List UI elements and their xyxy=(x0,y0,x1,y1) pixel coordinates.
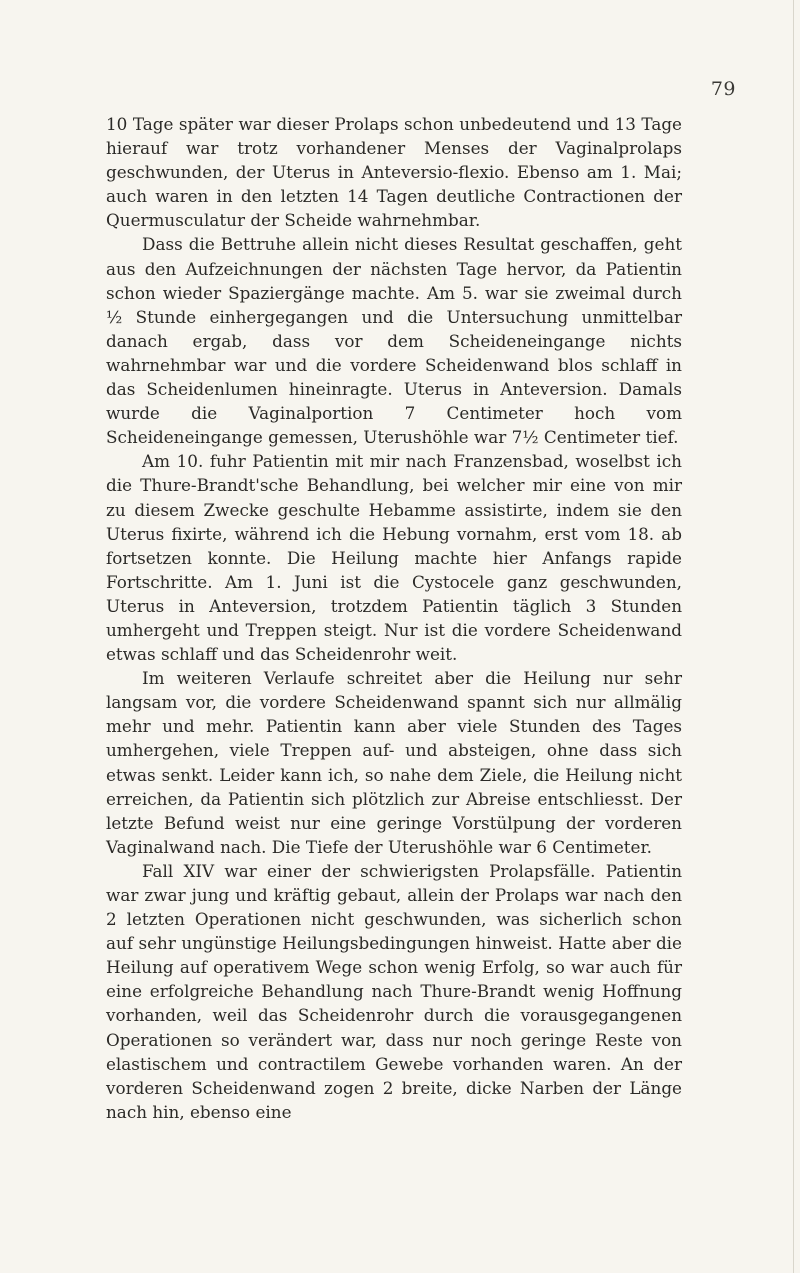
paragraph-1: 10 Tage später war dieser Prolaps schon unbedeutend und 13 Tage hierauf war trotz vorhandener Menses der Vaginalprolaps geschwunden, der Uterus in Anteversio-flexio. Ebenso am 1. Mai; auch waren in den letzten 14 Tagen deutliche Contractionen der Quermusculatur der Scheide wahrnehmbar. xyxy=(106,114,682,231)
paragraph-4: Im weiteren Verlaufe schreitet aber die Heilung nur sehr langsam vor, die vordere Scheidenwand spannt sich nur allmälig mehr und mehr. Patientin kann aber viele Stunden des Tages umhergehen, viele Treppen auf- und absteigen, ohne dass sich etwas senkt. Leider kann ich, so nahe dem Ziele, die Heilung nicht erreichen, da Patientin sich plötzlich zur Abreise entschliesst. Der letzte Befund weist nur eine geringe Vorstülpung der vorderen Vaginalwand nach. Die Tiefe der Uterushöhle war 6 Centimeter. xyxy=(106,668,682,857)
paragraph-5: Fall XIV war einer der schwierigsten Prolapsfälle. Patientin war zwar jung und kräftig gebaut, allein der Prolaps war nach den 2 letzten Operationen nicht geschwunden, was sicherlich schon auf sehr ungünstige Heilungsbedingungen hinweist. Hatte aber die Heilung auf operativem Wege schon wenig Erfolg, so war auch für eine erfolgreiche Behandlung nach Thure-Brandt wenig Hoffnung vorhanden, weil das Scheidenrohr durch die vorausgegangenen Operationen so verändert war, dass nur noch geringe Reste von elastischem und contractilem Gewebe vorhanden waren. An der vorderen Scheidenwand zogen 2 breite, dicke Narben der Länge nach hin, ebenso eine xyxy=(106,860,682,1122)
body-text xyxy=(106,112,682,1124)
page-edge-line xyxy=(793,0,794,1273)
paragraph-2: Dass die Bettruhe allein nicht dieses Resultat geschaffen, geht aus den Aufzeichnungen der nächsten Tage hervor, da Patientin schon wieder Spaziergänge machte. Am 5. war sie zweimal durch ½ Stunde einhergegangen und die Untersuchung unmittelbar danach ergab, dass vor dem Scheideneingange nichts wahrnehmbar war und die vordere Scheidenwand blos schlaff in das Scheidenlumen hineinragte. Uterus in Anteversion. Damals wurde die Vaginalportion 7 Centimeter hoch vom Scheideneingange gemessen, Uterushöhle war 7½ Centimeter tief. xyxy=(106,234,682,448)
paragraph-3: Am 10. fuhr Patientin mit mir nach Franzensbad, woselbst ich die Thure-Brandt'sche Behandlung, bei welcher mir eine von mir zu diesem Zwecke geschulte Hebamme assistirte, indem sie den Uterus fixirte, während ich die Hebung vornahm, erst vom 18. ab fortsetzen konnte. Die Heilung machte hier Anfangs rapide Fortschritte. Am 1. Juni ist die Cystocele ganz geschwunden, Uterus in Anteversion, trotzdem Patientin täglich 3 Stunden umhergeht und Treppen steigt. Nur ist die vordere Scheidenwand etwas schlaff und das Scheidenrohr weit. xyxy=(106,451,682,665)
page-number: 79 xyxy=(710,78,736,100)
